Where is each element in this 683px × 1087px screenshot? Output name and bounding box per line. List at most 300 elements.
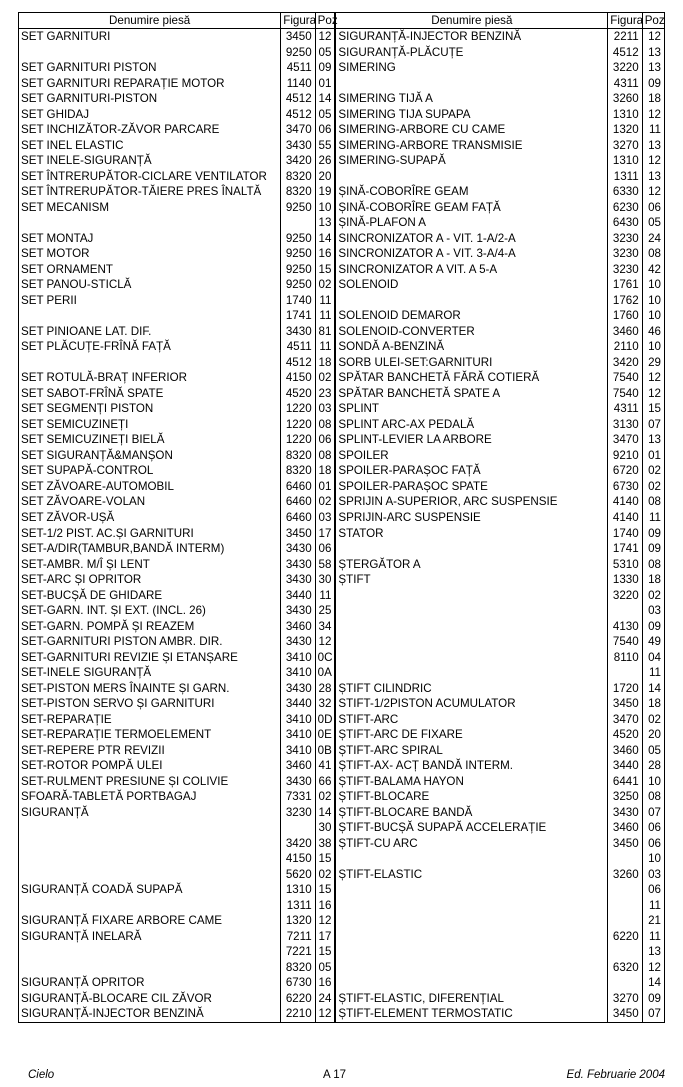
footer-page-number: A 17 xyxy=(323,1069,347,1081)
part-name-left xyxy=(19,851,281,867)
position-left: 02 xyxy=(315,867,335,883)
figure-right: 3450 xyxy=(608,836,642,852)
part-name-right xyxy=(335,882,607,898)
part-name-left: SET ROTULĂ-BRAȚ INFERIOR xyxy=(19,370,281,386)
table-row xyxy=(19,588,665,604)
position-left: 81 xyxy=(315,324,335,340)
part-name-left: SET SABOT-FRÎNĂ SPATE xyxy=(19,386,281,402)
figure-left: 3410 xyxy=(281,743,315,759)
part-name-left: SET-REPARAȚIE xyxy=(19,712,281,728)
position-right: 07 xyxy=(642,417,664,433)
figure-right: 3420 xyxy=(608,355,642,371)
position-right: 09 xyxy=(642,619,664,635)
part-name-left: SET-ARC ȘI OPRITOR xyxy=(19,572,281,588)
part-name-left: SET-INELE SIGURANȚĂ xyxy=(19,665,281,681)
position-right: 24 xyxy=(642,231,664,247)
position-left: 12 xyxy=(315,634,335,650)
part-name-right xyxy=(335,169,607,185)
table-body xyxy=(19,29,665,1023)
position-right: 09 xyxy=(642,76,664,92)
table-row xyxy=(19,743,665,759)
header-part-name-right: Denumire piesă xyxy=(335,13,607,29)
table-row xyxy=(19,541,665,557)
position-left: 0C xyxy=(315,650,335,666)
position-right: 13 xyxy=(642,432,664,448)
figure-right: 3450 xyxy=(608,1006,642,1022)
part-name-right: SPLINT xyxy=(335,401,607,417)
position-right: 05 xyxy=(642,743,664,759)
part-name-right: SPĂTAR BANCHETĂ FĂRĂ COTIERĂ xyxy=(335,370,607,386)
figure-right: 6430 xyxy=(608,215,642,231)
position-right: 49 xyxy=(642,634,664,650)
table-row xyxy=(19,805,665,821)
part-name-right: STIFT-1/2PISTON ACUMULATOR xyxy=(335,696,607,712)
figure-right: 6441 xyxy=(608,774,642,790)
position-left: 0D xyxy=(315,712,335,728)
part-name-right: ȘTIFT xyxy=(335,572,607,588)
figure-left: 3410 xyxy=(281,650,315,666)
position-left: 15 xyxy=(315,944,335,960)
table-row xyxy=(19,991,665,1007)
part-name-right: ȘINĂ-PLAFON A xyxy=(335,215,607,231)
part-name-right: SPLINT-LEVIER LA ARBORE xyxy=(335,432,607,448)
table-row xyxy=(19,867,665,883)
table-row xyxy=(19,619,665,635)
position-right: 15 xyxy=(642,401,664,417)
position-right: 20 xyxy=(642,727,664,743)
part-name-right: STATOR xyxy=(335,526,607,542)
table-row xyxy=(19,727,665,743)
table-row xyxy=(19,169,665,185)
part-name-left: SET SIGURANȚĂ&MANȘON xyxy=(19,448,281,464)
part-name-right: SPLINT ARC-AX PEDALĂ xyxy=(335,417,607,433)
figure-right: 1310 xyxy=(608,107,642,123)
part-name-left: SET MOTOR xyxy=(19,246,281,262)
figure-left: 3420 xyxy=(281,153,315,169)
figure-left: 3450 xyxy=(281,29,315,45)
table-row xyxy=(19,712,665,728)
header-figure-left: Figura xyxy=(281,13,315,29)
position-left: 03 xyxy=(315,510,335,526)
position-left: 12 xyxy=(315,1006,335,1022)
position-right: 12 xyxy=(642,107,664,123)
position-left: 0E xyxy=(315,727,335,743)
figure-left: 6730 xyxy=(281,975,315,991)
table-row xyxy=(19,370,665,386)
figure-right xyxy=(608,913,642,929)
position-right: 21 xyxy=(642,913,664,929)
position-left: 55 xyxy=(315,138,335,154)
part-name-right: SINCRONIZATOR A - VIT. 1-A/2-A xyxy=(335,231,607,247)
position-right: 10 xyxy=(642,339,664,355)
figure-left: 3430 xyxy=(281,774,315,790)
position-right: 18 xyxy=(642,696,664,712)
figure-left: 3450 xyxy=(281,526,315,542)
position-right: 09 xyxy=(642,991,664,1007)
part-name-right xyxy=(335,851,607,867)
figure-right: 3430 xyxy=(608,805,642,821)
part-name-left: SET ZĂVOARE-VOLAN xyxy=(19,494,281,510)
part-name-left: SET-1/2 PIST. AC.ȘI GARNITURI xyxy=(19,526,281,542)
position-left: 26 xyxy=(315,153,335,169)
part-name-right: ȘTIFT-BLOCARE xyxy=(335,789,607,805)
part-name-left: SIGURANȚĂ-BLOCARE CIL ZĂVOR xyxy=(19,991,281,1007)
part-name-right xyxy=(335,588,607,604)
part-name-right: SPOILER xyxy=(335,448,607,464)
figure-left: 3410 xyxy=(281,665,315,681)
figure-left: 9250 xyxy=(281,262,315,278)
table-row xyxy=(19,572,665,588)
position-right: 18 xyxy=(642,572,664,588)
position-right: 11 xyxy=(642,665,664,681)
position-right: 12 xyxy=(642,386,664,402)
position-left: 24 xyxy=(315,991,335,1007)
position-right: 04 xyxy=(642,650,664,666)
figure-right: 4140 xyxy=(608,510,642,526)
table-row xyxy=(19,417,665,433)
part-name-left: SET ÎNTRERUPĂTOR-CICLARE VENTILATOR xyxy=(19,169,281,185)
part-name-left: SET GARNITURI xyxy=(19,29,281,45)
position-left: 66 xyxy=(315,774,335,790)
part-name-left: SIGURANȚĂ FIXARE ARBORE CAME xyxy=(19,913,281,929)
part-name-right: SIMERING TIJĂ A xyxy=(335,91,607,107)
position-left: 01 xyxy=(315,76,335,92)
figure-left: 3410 xyxy=(281,712,315,728)
figure-right: 4140 xyxy=(608,494,642,510)
part-name-right: ȘTERGĂTOR A xyxy=(335,557,607,573)
figure-right: 7540 xyxy=(608,386,642,402)
position-left: 15 xyxy=(315,851,335,867)
figure-right: 4512 xyxy=(608,45,642,61)
table-row xyxy=(19,448,665,464)
figure-left: 1320 xyxy=(281,913,315,929)
position-right: 06 xyxy=(642,200,664,216)
position-right: 03 xyxy=(642,867,664,883)
part-name-left: SET MONTAJ xyxy=(19,231,281,247)
position-left: 30 xyxy=(315,820,335,836)
figure-left: 3230 xyxy=(281,805,315,821)
part-name-right: SPRIJIN-ARC SUSPENSIE xyxy=(335,510,607,526)
position-right: 06 xyxy=(642,882,664,898)
position-left: 02 xyxy=(315,370,335,386)
part-name-left: SIGURANȚĂ-INJECTOR BENZINĂ xyxy=(19,1006,281,1022)
table-row xyxy=(19,1006,665,1022)
position-right: 08 xyxy=(642,557,664,573)
position-right: 09 xyxy=(642,541,664,557)
table-row xyxy=(19,681,665,697)
part-name-right: SIMERING xyxy=(335,60,607,76)
table-row xyxy=(19,634,665,650)
part-name-left: SET-GARN. POMPĂ ȘI REAZEM xyxy=(19,619,281,635)
position-left: 28 xyxy=(315,681,335,697)
part-name-right: ȘTIFT-ELEMENT TERMOSTATIC xyxy=(335,1006,607,1022)
position-left: 13 xyxy=(315,215,335,231)
position-left: 32 xyxy=(315,696,335,712)
figure-left: 1310 xyxy=(281,882,315,898)
figure-right: 1320 xyxy=(608,122,642,138)
part-name-left: SET-AMBR. M/Î ȘI LENT xyxy=(19,557,281,573)
position-left: 19 xyxy=(315,184,335,200)
figure-left: 4512 xyxy=(281,107,315,123)
part-name-left xyxy=(19,355,281,371)
position-left: 11 xyxy=(315,339,335,355)
figure-left: 8320 xyxy=(281,960,315,976)
table-row xyxy=(19,308,665,324)
part-name-left: SET GHIDAJ xyxy=(19,107,281,123)
figure-left: 8320 xyxy=(281,184,315,200)
figure-left: 6460 xyxy=(281,510,315,526)
table-row xyxy=(19,944,665,960)
table-row xyxy=(19,138,665,154)
figure-right: 7540 xyxy=(608,634,642,650)
position-right: 13 xyxy=(642,138,664,154)
part-name-left: SET MECANISM xyxy=(19,200,281,216)
table-row xyxy=(19,215,665,231)
figure-left: 7221 xyxy=(281,944,315,960)
part-name-right xyxy=(335,541,607,557)
table-row xyxy=(19,774,665,790)
figure-right: 3470 xyxy=(608,712,642,728)
position-left: 0B xyxy=(315,743,335,759)
part-name-right: ȘTIFT CILINDRIC xyxy=(335,681,607,697)
position-right: 02 xyxy=(642,588,664,604)
figure-right xyxy=(608,975,642,991)
position-left: 14 xyxy=(315,805,335,821)
part-name-left: SET-GARN. INT. ȘI EXT. (INCL. 26) xyxy=(19,603,281,619)
figure-right: 3230 xyxy=(608,246,642,262)
part-name-left: SET INCHIZĂTOR-ZĂVOR PARCARE xyxy=(19,122,281,138)
part-name-left xyxy=(19,960,281,976)
part-name-right: SINCRONIZATOR A VIT. A 5-A xyxy=(335,262,607,278)
part-name-left: SET ZĂVOR-UȘĂ xyxy=(19,510,281,526)
figure-left: 3430 xyxy=(281,572,315,588)
part-name-left: SIGURANȚĂ xyxy=(19,805,281,821)
part-name-right: ȘINĂ-COBORÎRE GEAM xyxy=(335,184,607,200)
table-row xyxy=(19,45,665,61)
figure-right: 3460 xyxy=(608,743,642,759)
position-left: 0A xyxy=(315,665,335,681)
position-left: 17 xyxy=(315,929,335,945)
figure-right: 3220 xyxy=(608,588,642,604)
position-left: 08 xyxy=(315,417,335,433)
position-left: 05 xyxy=(315,45,335,61)
figure-left: 1741 xyxy=(281,308,315,324)
position-right: 08 xyxy=(642,789,664,805)
part-name-right xyxy=(335,665,607,681)
position-left: 18 xyxy=(315,355,335,371)
table-row xyxy=(19,29,665,45)
table-row xyxy=(19,789,665,805)
figure-right: 1740 xyxy=(608,526,642,542)
figure-right xyxy=(608,603,642,619)
position-left: 02 xyxy=(315,789,335,805)
position-right: 09 xyxy=(642,526,664,542)
figure-left: 3430 xyxy=(281,603,315,619)
header-figure-right: Figura xyxy=(608,13,642,29)
figure-right: 3250 xyxy=(608,789,642,805)
figure-right: 1310 xyxy=(608,153,642,169)
figure-left: 8320 xyxy=(281,169,315,185)
part-name-left xyxy=(19,45,281,61)
part-name-right xyxy=(335,293,607,309)
parts-index-table xyxy=(18,12,665,1023)
figure-left: 4511 xyxy=(281,339,315,355)
part-name-left: SET-PISTON MERS ÎNAINTE ȘI GARN. xyxy=(19,681,281,697)
figure-right: 1330 xyxy=(608,572,642,588)
part-name-right xyxy=(335,975,607,991)
position-left: 09 xyxy=(315,60,335,76)
table-row xyxy=(19,479,665,495)
part-name-left: SET ZĂVOARE-AUTOMOBIL xyxy=(19,479,281,495)
position-left: 05 xyxy=(315,960,335,976)
part-name-right xyxy=(335,603,607,619)
table-row xyxy=(19,913,665,929)
table-row xyxy=(19,60,665,76)
figure-left: 8320 xyxy=(281,448,315,464)
table-row xyxy=(19,107,665,123)
table-row xyxy=(19,836,665,852)
table-row xyxy=(19,510,665,526)
figure-right: 9210 xyxy=(608,448,642,464)
part-name-right: SOLENOID DEMAROR xyxy=(335,308,607,324)
table-row xyxy=(19,494,665,510)
figure-right xyxy=(608,898,642,914)
part-name-right: SPĂTAR BANCHETĂ SPATE A xyxy=(335,386,607,402)
part-name-left: SET ÎNTRERUPĂTOR-TĂIERE PRES ÎNALTĂ xyxy=(19,184,281,200)
position-right: 10 xyxy=(642,277,664,293)
part-name-left xyxy=(19,820,281,836)
part-name-left: SIGURANȚĂ OPRITOR xyxy=(19,975,281,991)
position-right: 06 xyxy=(642,820,664,836)
position-left: 15 xyxy=(315,882,335,898)
position-left: 03 xyxy=(315,401,335,417)
part-name-right: SIMERING-SUPAPĂ xyxy=(335,153,607,169)
position-left: 16 xyxy=(315,975,335,991)
part-name-left xyxy=(19,836,281,852)
part-name-left: SET INEL ELASTIC xyxy=(19,138,281,154)
header-position-left: Poz xyxy=(315,13,335,29)
table-row xyxy=(19,324,665,340)
part-name-right: SINCRONIZATOR A - VIT. 3-A/4-A xyxy=(335,246,607,262)
part-name-right: SPRIJIN A-SUPERIOR, ARC SUSPENSIE xyxy=(335,494,607,510)
table-row xyxy=(19,339,665,355)
table-row xyxy=(19,526,665,542)
figure-right: 3230 xyxy=(608,262,642,278)
position-left: 16 xyxy=(315,246,335,262)
figure-right: 6720 xyxy=(608,463,642,479)
figure-left: 4520 xyxy=(281,386,315,402)
part-name-right: SOLENOID-CONVERTER xyxy=(335,324,607,340)
figure-right: 3270 xyxy=(608,138,642,154)
table-row xyxy=(19,293,665,309)
table-row xyxy=(19,76,665,92)
position-right: 14 xyxy=(642,975,664,991)
figure-right: 4311 xyxy=(608,76,642,92)
figure-left: 4512 xyxy=(281,355,315,371)
part-name-right xyxy=(335,913,607,929)
figure-right: 3460 xyxy=(608,324,642,340)
part-name-left: SET SEMICUZINEȚI BIELĂ xyxy=(19,432,281,448)
position-right: 10 xyxy=(642,308,664,324)
part-name-right: ȘTIFT-BUCȘĂ SUPAPĂ ACCELERAȚIE xyxy=(335,820,607,836)
part-name-left: SET-RULMENT PRESIUNE ȘI COLIVIE xyxy=(19,774,281,790)
figure-right: 1311 xyxy=(608,169,642,185)
position-left: 11 xyxy=(315,588,335,604)
position-right: 12 xyxy=(642,153,664,169)
part-name-left: SET INELE-SIGURANȚĂ xyxy=(19,153,281,169)
position-right: 29 xyxy=(642,355,664,371)
part-name-left: SET PANOU-STICLĂ xyxy=(19,277,281,293)
figure-right: 1720 xyxy=(608,681,642,697)
part-name-left: SET-BUCȘĂ DE GHIDARE xyxy=(19,588,281,604)
footer-edition: Ed. Februarie 2004 xyxy=(566,1069,665,1081)
part-name-right xyxy=(335,929,607,945)
position-right: 18 xyxy=(642,91,664,107)
table-row xyxy=(19,758,665,774)
position-left: 14 xyxy=(315,91,335,107)
position-left: 25 xyxy=(315,603,335,619)
figure-left: 3430 xyxy=(281,634,315,650)
position-left: 18 xyxy=(315,463,335,479)
figure-left: 9250 xyxy=(281,231,315,247)
part-name-left xyxy=(19,867,281,883)
part-name-left: SET SUPAPĂ-CONTROL xyxy=(19,463,281,479)
header-position-right: Poz xyxy=(642,13,664,29)
position-right: 07 xyxy=(642,805,664,821)
part-name-right: ȘTIFT-BLOCARE BANDĂ xyxy=(335,805,607,821)
part-name-right: SIGURANȚĂ-PLĂCUȚE xyxy=(335,45,607,61)
position-right: 02 xyxy=(642,479,664,495)
figure-right: 6220 xyxy=(608,929,642,945)
part-name-left xyxy=(19,898,281,914)
figure-right: 6730 xyxy=(608,479,642,495)
part-name-right: SIMERING-ARBORE CU CAME xyxy=(335,122,607,138)
figure-right: 7540 xyxy=(608,370,642,386)
position-left: 06 xyxy=(315,541,335,557)
part-name-right: SIMERING TIJA SUPAPA xyxy=(335,107,607,123)
figure-left: 4511 xyxy=(281,60,315,76)
position-right: 12 xyxy=(642,370,664,386)
figure-right: 1760 xyxy=(608,308,642,324)
position-right: 01 xyxy=(642,448,664,464)
figure-right: 3460 xyxy=(608,820,642,836)
figure-right: 3270 xyxy=(608,991,642,1007)
table-row xyxy=(19,960,665,976)
figure-right: 3260 xyxy=(608,91,642,107)
position-right: 06 xyxy=(642,836,664,852)
figure-left: 5620 xyxy=(281,867,315,883)
position-right: 08 xyxy=(642,494,664,510)
part-name-right: SIGURANȚĂ-INJECTOR BENZINĂ xyxy=(335,29,607,45)
part-name-left: SET GARNITURI-PISTON xyxy=(19,91,281,107)
part-name-left: SET SEMICUZINEȚI xyxy=(19,417,281,433)
position-right: 13 xyxy=(642,169,664,185)
position-right: 11 xyxy=(642,122,664,138)
part-name-right: SPOILER-PARAȘOC SPATE xyxy=(335,479,607,495)
position-right: 13 xyxy=(642,60,664,76)
figure-right: 3450 xyxy=(608,696,642,712)
part-name-left xyxy=(19,308,281,324)
part-name-left: SET PLĂCUȚE-FRÎNĂ FAȚĂ xyxy=(19,339,281,355)
position-right: 11 xyxy=(642,510,664,526)
part-name-right xyxy=(335,944,607,960)
position-right: 10 xyxy=(642,851,664,867)
table-row xyxy=(19,975,665,991)
figure-left: 3440 xyxy=(281,588,315,604)
figure-left: 3470 xyxy=(281,122,315,138)
position-right: 10 xyxy=(642,293,664,309)
part-name-right: ȘTIFT-ELASTIC xyxy=(335,867,607,883)
